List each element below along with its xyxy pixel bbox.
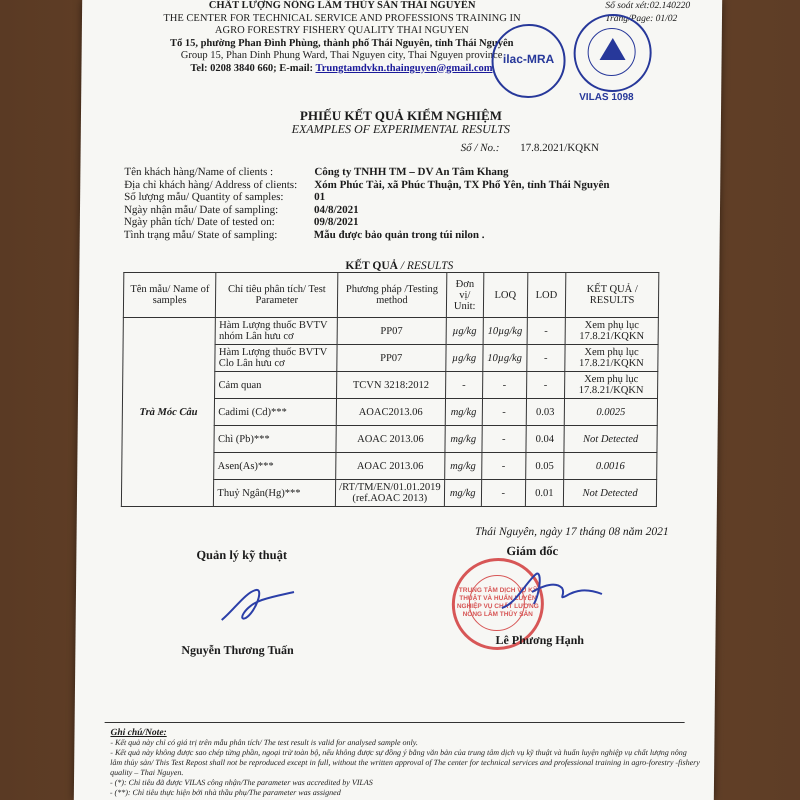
info-row-state — [124, 229, 609, 242]
method-cell: AOAC 2013.06 — [336, 426, 445, 453]
info-value: Công ty TNHH TM – DV An Tâm Khang — [314, 166, 509, 178]
ilac-mra-logo — [491, 24, 566, 98]
unit-cell: mg/kg — [445, 399, 483, 426]
result-cell: 0.0016 — [564, 453, 657, 480]
col-parameter: Chỉ tiêu phân tích/ Test Parameter — [216, 273, 338, 318]
header-line-2: THE CENTER FOR TECHNICAL SERVICE AND PROFESSIONS TRAINING IN — [163, 12, 521, 24]
col-sample-name: Tên mẫu/ Name of samples — [123, 273, 216, 318]
document-title: PHIẾU KẾT QUẢ KIỂM NGHIỆM — [299, 108, 503, 123]
info-label: Địa chỉ khách hàng/ Address of clients: — [124, 178, 298, 191]
note-item: - (**): Chỉ tiêu thực hiện bởi nhà thầu phụ/The parameter was assigned — [109, 788, 341, 797]
param-cell: Asen(As)*** — [214, 453, 336, 480]
unit-cell: µg/kg — [446, 318, 484, 345]
stamp-text: TRUNG TÂM DỊCH VỤ KỸ THUẬT VÀ HUẤN LUYỆN NGHIỆP VỤ CHẤT LƯỢNG NÔNG LÂM THỦY SẢN — [456, 587, 539, 618]
param-cell: Chì (Pb)*** — [214, 426, 336, 453]
unit-cell: mg/kg — [444, 426, 482, 453]
param-cell: Hàm Lượng thuốc BVTV Clo Lân hưu cơ — [215, 345, 337, 372]
unit-cell: mg/kg — [444, 480, 482, 507]
info-row-address — [124, 179, 609, 192]
header-block — [151, 0, 532, 75]
header-line-1: CHẤT LƯỢNG NÔNG LÂM THỦY SẢN THÁI NGUYÊN — [208, 0, 476, 11]
lod-cell: 0.04 — [525, 426, 564, 453]
loq-cell: - — [482, 399, 526, 426]
director-title: Giám đốc — [506, 544, 559, 558]
accreditation-seal-icon — [573, 14, 652, 92]
param-cell: Cảm quan — [215, 372, 337, 399]
notes-divider — [105, 722, 685, 723]
method-cell: AOAC 2013.06 — [336, 453, 445, 480]
lod-cell: - — [526, 345, 565, 372]
date-line: Thái Nguyên, ngày 17 tháng 08 năm 2021 — [474, 526, 669, 538]
info-value: 04/8/2021 — [313, 203, 359, 216]
info-label: Tình trạng mẫu/ State of sampling: — [123, 228, 278, 241]
method-cell: /RT/TM/EN/01.01.2019 (ref.AOAC 2013) — [335, 480, 444, 507]
col-method: Phương pháp /Testing method — [337, 273, 446, 318]
note-item: - Kết quả này không được sao chép từng phần, ngoại trừ toàn bộ, nếu không được sự đồng ý bằng văn bản của trung tâm dịch vụ kỹ thuật và huấn luyện nghiệp vụ chất lượng nông lâm thủy sản/ This Test Repost shall not be reproduced except in full, without the written approval of The center for technical services and professional training in agro-forestry -fishery quality – Thai Nguyen. — [110, 748, 700, 777]
result-cell: Xem phụ lục 17.8.21/KQKN — [565, 372, 658, 399]
technical-manager-title: Quản lý kỹ thuật — [196, 548, 288, 562]
result-cell: Not Detected — [564, 426, 657, 453]
results-table — [121, 272, 659, 507]
info-label: Số lượng mẫu/ Quantity of samples: — [124, 191, 284, 204]
header-address-vn: Tổ 15, phường Phan Đình Phùng, thành phố Thái Nguyên, tỉnh Thái Nguyên — [169, 37, 514, 49]
info-value: Mẫu được bảo quản trong túi nilon . — [313, 228, 485, 241]
report-number-value: 17.8.2021/KQKN — [520, 142, 600, 154]
param-cell: Hàm Lượng thuốc BVTV nhóm Lân hưu cơ — [215, 318, 337, 345]
report-number — [461, 142, 600, 154]
method-cell: TCVN 3218:2012 — [337, 372, 446, 399]
info-label: Ngày phân tích/ Date of tested on: — [123, 216, 275, 229]
header-address-en: Group 15, Phan Dinh Phung Ward, Thai Nguyen city, Thai Nguyen province — [180, 50, 503, 61]
loq-cell: 10µg/kg — [483, 345, 527, 372]
notes-block — [110, 728, 701, 798]
info-value: 01 — [314, 191, 326, 204]
col-unit: Đơn vị/ Unit: — [446, 273, 484, 318]
header-contact — [151, 63, 531, 76]
lod-cell: 0.01 — [525, 480, 564, 507]
method-cell: PP07 — [337, 318, 446, 345]
result-cell: Not Detected — [563, 480, 656, 507]
lod-cell: 0.05 — [525, 453, 564, 480]
ilac-logo-text: ilac-MRA — [502, 52, 555, 66]
revision-number: Số soát xét:02.140220 — [605, 1, 691, 11]
loq-cell: - — [482, 426, 526, 453]
seal-triangle-icon — [600, 38, 626, 60]
param-cell: Cadimi (Cd)*** — [215, 399, 337, 426]
unit-cell: - — [445, 372, 483, 399]
results-heading — [79, 260, 719, 272]
lod-cell: - — [527, 318, 566, 345]
method-cell: AOAC2013.06 — [336, 399, 445, 426]
col-result: KẾT QUẢ / RESULTS — [565, 273, 658, 318]
info-row-client — [124, 166, 609, 179]
loq-cell: 10µg/kg — [483, 318, 527, 345]
sample-name-cell: Trà Móc Câu — [121, 318, 215, 507]
note-item: - (*): Chỉ tiêu đã được VILAS công nhận/The parameter was accredited by VILAS — [109, 778, 373, 787]
param-cell: Thuỷ Ngân(Hg)*** — [214, 480, 336, 507]
document-page — [74, 0, 722, 800]
table-row — [123, 318, 658, 345]
info-row-quantity — [124, 191, 609, 204]
lod-cell: 0.03 — [526, 399, 565, 426]
header-line-3: AGRO FORESTRY FISHERY QUALITY THAI NGUYEN — [214, 25, 469, 36]
results-heading-vn: KẾT QUẢ — [345, 260, 399, 272]
col-lod: LOD — [527, 273, 566, 318]
info-label: Tên khách hàng/Name of clients : — [124, 166, 274, 178]
loq-cell: - — [482, 453, 526, 480]
technical-manager-name: Nguyễn Thương Tuấn — [181, 643, 294, 657]
info-label: Ngày nhận mẫu/ Date of sampling: — [123, 203, 279, 216]
info-value: Xóm Phúc Tài, xã Phúc Thuận, TX Phổ Yên, tỉnh Thái Nguyên — [314, 178, 610, 191]
lod-cell: - — [526, 372, 565, 399]
note-item: - Kết quả này chỉ có giá trị trên mẫu phân tích/ The test result is valid for analysed sample only. — [110, 738, 418, 747]
results-heading-en: / RESULTS — [397, 260, 454, 272]
report-number-label: Số / No.: — [460, 142, 500, 154]
unit-cell: mg/kg — [444, 453, 482, 480]
result-cell: Xem phụ lục 17.8.21/KQKN — [565, 318, 658, 345]
header-email-link[interactable]: Trungtamdvkn.thainguyen@gmail.com — [315, 62, 493, 74]
unit-cell: µg/kg — [445, 345, 483, 372]
result-cell: Xem phụ lục 17.8.21/KQKN — [565, 345, 658, 372]
info-row-date-received — [124, 204, 609, 217]
notes-heading: Ghi chú/Note: — [110, 728, 167, 738]
document-subtitle: EXAMPLES OF EXPERIMENTAL RESULTS — [291, 122, 511, 136]
table-header-row — [123, 273, 658, 318]
director-name: Lê Phương Hạnh — [495, 633, 585, 647]
info-row-date-tested — [124, 216, 609, 229]
header-phone: Tel: 0208 3840 660; E-mail: — [190, 62, 314, 74]
method-cell: PP07 — [337, 345, 446, 372]
loq-cell: - — [482, 372, 526, 399]
info-value: 09/8/2021 — [313, 216, 359, 229]
loq-cell: - — [481, 480, 525, 507]
result-cell: 0.0025 — [564, 399, 657, 426]
vilas-code: VILAS 1098 — [579, 92, 634, 103]
col-loq: LOQ — [483, 273, 527, 318]
client-info — [124, 166, 610, 242]
page-number: Trang/Page: 01/02 — [605, 14, 678, 24]
